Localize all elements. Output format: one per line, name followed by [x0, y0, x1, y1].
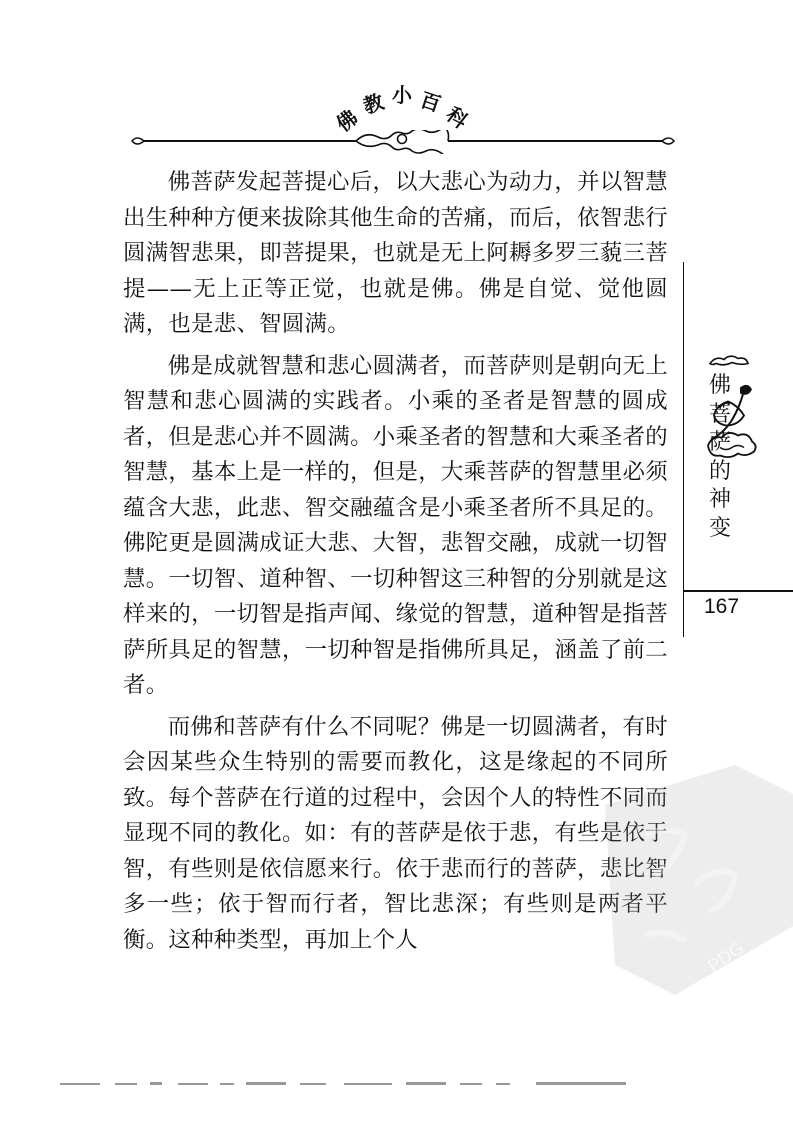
header-title — [130, 75, 675, 135]
scan-artifacts — [60, 1078, 690, 1090]
chapter-title-char: 菩 — [708, 401, 731, 427]
header-ornament-rule — [130, 130, 675, 154]
library-watermark — [585, 765, 793, 995]
paragraph: 佛是成就智慧和悲心圆满者，而菩萨则是朝向无上智慧和悲心圆满的实践者。小乘的圣者是智慧的圆成者，但是悲心并不圆满。小乘圣者的智慧和大乘圣者的智慧，基本上是一样的，但是，大乘菩萨的智慧里必须蕴含大悲，此悲、智交融蕴含是小乘圣者所不具足的。佛陀更是圆满成证大悲、大智，悲智交融，成就一切智慧。一切智、道种智、一切种智这三种智的分别就是这样来的，一切智是指声闻、缘觉的智慧，道种智是指菩萨所具足的智慧，一切种智是指佛所具足，涵盖了前二者。 — [123, 352, 668, 698]
header-title-char: 小 — [392, 83, 412, 107]
watermark-text: PDG — [704, 937, 748, 977]
header-title-char: 百 — [417, 87, 444, 117]
header-title-char: 佛 — [331, 105, 363, 137]
side-ornament-figure — [680, 150, 790, 650]
chapter-title-char: 佛 — [708, 373, 731, 398]
header-title-char: 科 — [441, 102, 473, 134]
chapter-title-char: 变 — [708, 515, 731, 541]
page-number: 167 — [704, 595, 740, 618]
chapter-title-char: 的 — [708, 458, 731, 484]
page-number-rule — [683, 590, 793, 592]
chapter-title-char: 神 — [708, 487, 731, 512]
header-title-char: 教 — [360, 89, 387, 119]
paragraph: 而佛和菩萨有什么不同呢？佛是一切圆满者，有时会因某些众生特别的需要而教化，这是缘起的不同所致。每个菩萨在行道的过程中，会因个人的特性不同而显现不同的教化。如：有的菩萨是依于悲，有些是依于智，有些则是依信愿来行。依于悲而行的菩萨，悲比智多一些；依于智而行者，智比悲深；有些则是两者平衡。这种种类型，再加上个人 — [123, 713, 668, 953]
running-header — [130, 75, 675, 155]
paragraph: 佛菩萨发起菩提心后，以大悲心为动力，并以智慧出生种种方便来拔除其他生命的苦痛，而后，依智悲行圆满智悲果，即菩提果，也就是无上阿耨多罗三藐三菩提——无上正等正觉，也就是佛。佛是自觉、觉他圆满，也是悲、智圆满。 — [123, 169, 668, 337]
chapter-title — [705, 372, 735, 543]
side-rule — [683, 262, 684, 637]
chapter-title-char: 萨 — [708, 430, 731, 455]
